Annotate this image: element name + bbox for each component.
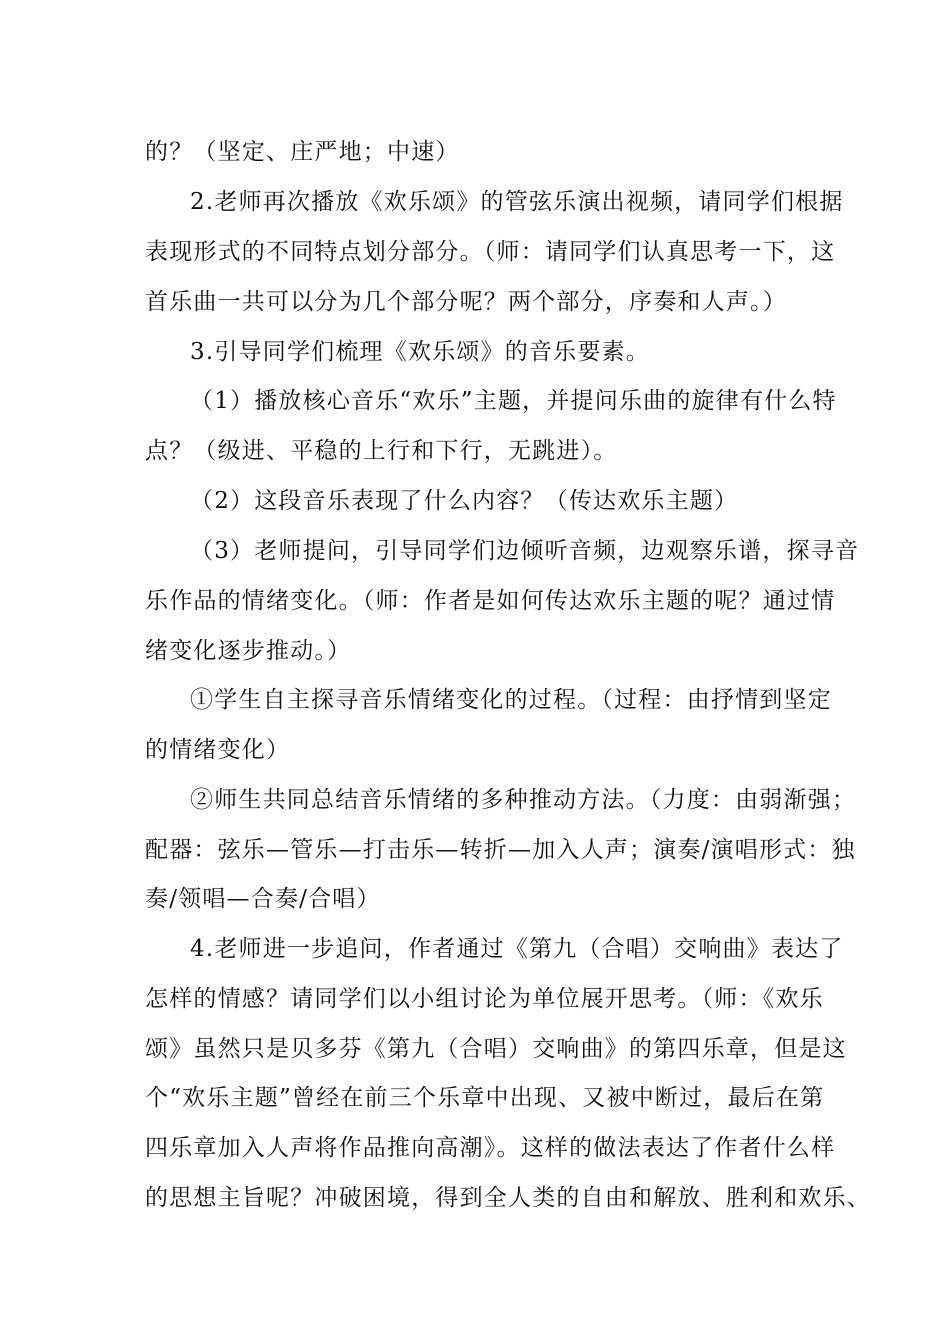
text-line: 绪变化逐步推动。） [145, 638, 352, 664]
text-line: 表现形式的不同特点划分部分。（师：请同学们认真思考一下，这 [145, 239, 836, 265]
text-line: 配器：弦乐—管乐—打击乐—转折—加入人声；演奏/演唱形式：独 [145, 837, 856, 863]
text-line: （2）这段音乐表现了什么内容？（传达欢乐主题） [190, 488, 739, 514]
text-line: 首乐曲一共可以分为几个部分呢？两个部分，序奏和人声。） [145, 289, 787, 315]
text-line: 乐作品的情绪变化。（师：作者是如何传达欢乐主题的呢？通过情 [145, 588, 836, 614]
text-line: 3.引导同学们梳理《欢乐颂》的音乐要素。 [190, 339, 650, 365]
text-line: 奏/领唱—合奏/合唱） [145, 886, 381, 912]
text-line: 点？（级进、平稳的上行和下行，无跳进）。 [145, 438, 618, 464]
text-line: 的？（坚定、庄严地；中速） [145, 139, 460, 165]
text-line: 颂》虽然只是贝多芬《第九（合唱）交响曲》的第四乐章，但是这 [145, 1036, 847, 1062]
text-line: 的情绪变化） [145, 737, 291, 763]
text-line: ②师生共同总结音乐情绪的多种推动方法。（力度：由弱渐强； [190, 787, 857, 813]
text-line: 个“欢乐主题”曾经在前三个乐章中出现、又被中断过，最后在第 [145, 1085, 825, 1111]
text-line: 2.老师再次播放《欢乐颂》的管弦乐演出视频，请同学们根据 [190, 189, 844, 215]
text-line: 的思想主旨呢？冲破困境，得到全人类的自由和解放、胜利和欢乐、 [145, 1185, 871, 1211]
text-line: ①学生自主探寻音乐情绪变化的过程。（过程：由抒情到坚定 [190, 687, 832, 713]
text-line: 4.老师进一步追问，作者通过《第九（合唱）交响曲》表达了 [190, 936, 844, 962]
text-line: 四乐章加入人声将作品推向高潮》。这样的做法表达了作者什么样 [145, 1135, 836, 1161]
text-line: （1）播放核心音乐“欢乐”主题，并提问乐曲的旋律有什么特 [190, 388, 837, 414]
text-line: （3）老师提问，引导同学们边倾听音频，边观察乐谱，探寻音 [190, 538, 860, 564]
text-line: 怎样的情感？请同学们以小组讨论为单位展开思考。（师：《欢乐 [145, 986, 824, 1012]
